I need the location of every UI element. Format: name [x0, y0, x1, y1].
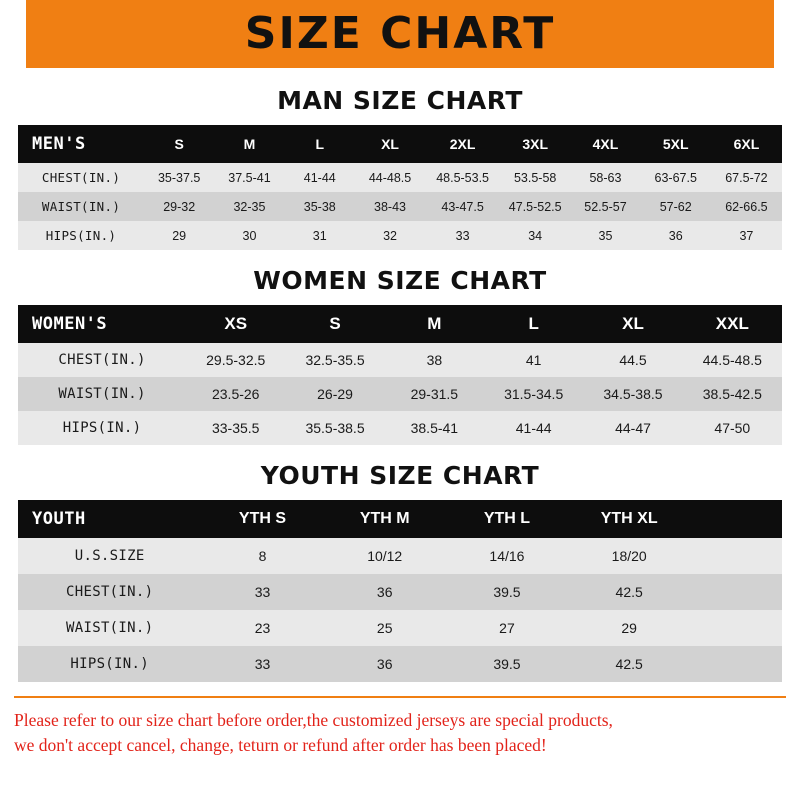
men-section [0, 86, 800, 250]
table-cell: 30 [242, 228, 257, 243]
table-cell: 33 [254, 656, 271, 672]
table-cell: 38 [426, 352, 443, 368]
table-cell: 29-31.5 [410, 386, 459, 402]
table-cell: 29.5-32.5 [206, 352, 266, 368]
table-cell: 33 [254, 584, 271, 600]
column-header: XL [381, 136, 399, 152]
column-header: L [528, 314, 539, 333]
women-size-table [18, 305, 782, 445]
header-banner [0, 0, 800, 68]
table-cell: 47-50 [714, 420, 751, 436]
table-cell: 29 [172, 228, 187, 243]
table-cell: 14/16 [489, 548, 525, 564]
table-cell: 31.5-34.5 [504, 386, 564, 402]
table-cell: 41 [525, 352, 542, 368]
row-label: CHEST(IN.) [41, 170, 121, 185]
table-cell: 37.5-41 [228, 170, 271, 185]
table-row [18, 221, 782, 250]
youth-size-table [18, 500, 782, 682]
column-header: L [315, 136, 325, 152]
table-cell: 63-67.5 [654, 170, 697, 185]
table-cell: 41-44 [515, 420, 552, 436]
table-cell: 18/20 [611, 548, 647, 564]
column-header: 6XL [733, 136, 760, 152]
table-cell: 58-63 [589, 170, 622, 185]
table-cell: 26-29 [317, 386, 353, 402]
table-cell: 36 [376, 584, 393, 600]
table-row [18, 192, 782, 221]
column-header: M [243, 136, 256, 152]
table-cell: 37 [739, 228, 754, 243]
column-header: 3XL [522, 136, 549, 152]
row-label: U.S.SIZE [74, 548, 145, 564]
table-cell: 23.5-26 [211, 386, 260, 402]
table-cell: 31 [312, 228, 327, 243]
table-cell: 52.5-57 [584, 199, 627, 214]
column-header: YTH XL [600, 510, 658, 527]
table-header-row [18, 500, 782, 538]
table-row [18, 343, 782, 377]
table-cell: 27 [499, 620, 515, 636]
table-cell: 38.5-42.5 [702, 386, 762, 402]
table-cell [690, 610, 782, 646]
table-cell: 38.5-41 [410, 420, 459, 436]
table-cell: 34 [528, 228, 543, 243]
column-header [690, 500, 782, 538]
table-cell: 32 [383, 228, 397, 243]
table-cell: 47.5-52.5 [508, 199, 562, 214]
table-cell: 36 [376, 656, 393, 672]
column-header: YTH M [359, 510, 410, 527]
table-row [18, 646, 782, 682]
column-header: YTH S [238, 510, 287, 527]
table-header-row [18, 305, 782, 343]
men-size-table [18, 125, 782, 250]
table-cell: 42.5 [615, 656, 643, 672]
table-cell: 42.5 [615, 584, 643, 600]
column-header: MEN'S [32, 134, 86, 154]
row-label: CHEST(IN.) [66, 584, 154, 600]
table-row [18, 377, 782, 411]
youth-section-title: YOUTH SIZE CHART [260, 461, 540, 490]
row-label: CHEST(IN.) [58, 352, 146, 368]
table-row [18, 574, 782, 610]
footer-note-line-1: Please refer to our size chart before order,the customized jerseys are special products, [14, 710, 613, 730]
table-cell: 34.5-38.5 [603, 386, 663, 402]
table-cell: 29-32 [163, 199, 196, 214]
table-row [18, 538, 782, 574]
table-cell: 67.5-72 [725, 170, 768, 185]
table-cell [690, 538, 782, 574]
row-label: WAIST(IN.) [66, 620, 154, 636]
table-cell: 44-48.5 [368, 170, 412, 185]
table-cell: 36 [668, 228, 683, 243]
table-cell [690, 646, 782, 682]
column-header: M [427, 314, 442, 333]
table-cell: 35.5-38.5 [305, 420, 365, 436]
table-cell: 57-62 [659, 199, 692, 214]
footer-note [14, 696, 786, 759]
table-cell: 32.5-35.5 [305, 352, 365, 368]
table-row [18, 163, 782, 192]
table-cell: 35 [598, 228, 613, 243]
table-cell: 44.5 [619, 352, 647, 368]
row-label: HIPS(IN.) [45, 228, 117, 243]
column-header: WOMEN'S [32, 314, 108, 334]
table-cell: 48.5-53.5 [436, 170, 490, 185]
table-cell: 8 [258, 548, 267, 564]
column-header: 5XL [662, 136, 689, 152]
column-header: XXL [715, 314, 749, 333]
table-cell: 10/12 [367, 548, 403, 564]
table-cell: 33-35.5 [211, 420, 260, 436]
table-cell: 44.5-48.5 [702, 352, 762, 368]
footer-note-line-2: we don't accept cancel, change, teturn or refund after order has been placed! [14, 735, 547, 756]
banner-notch-right [774, 0, 800, 68]
women-section-title: WOMEN SIZE CHART [253, 266, 547, 295]
youth-section [0, 461, 800, 682]
table-cell: 35-37.5 [157, 170, 201, 185]
banner-notch-left [0, 0, 26, 68]
table-cell: 39.5 [493, 656, 521, 672]
women-section [0, 266, 800, 445]
column-header: S [329, 314, 341, 333]
table-cell: 62-66.5 [725, 199, 768, 214]
column-header: 4XL [592, 136, 619, 152]
table-cell: 41-44 [303, 170, 336, 185]
column-header: S [174, 136, 184, 152]
page-title: SIZE CHART [244, 8, 556, 59]
table-row [18, 610, 782, 646]
column-header: YOUTH [32, 509, 86, 529]
table-cell: 33 [455, 228, 470, 243]
row-label: HIPS(IN.) [62, 420, 142, 436]
table-cell: 44-47 [615, 420, 651, 436]
column-header: YTH L [483, 510, 531, 527]
table-cell: 38-43 [374, 199, 407, 214]
row-label: WAIST(IN.) [41, 199, 121, 214]
table-cell: 23 [254, 620, 271, 636]
column-header: XL [622, 314, 644, 333]
table-cell: 35-38 [303, 199, 336, 214]
table-cell: 32-35 [233, 199, 266, 214]
row-label: HIPS(IN.) [70, 656, 149, 672]
row-label: WAIST(IN.) [58, 386, 146, 402]
table-cell: 43-47.5 [441, 199, 484, 214]
men-section-title: MAN SIZE CHART [277, 86, 523, 115]
table-cell: 39.5 [493, 584, 521, 600]
table-header-row [18, 125, 782, 163]
table-row [18, 411, 782, 445]
table-cell [690, 574, 782, 610]
table-cell: 29 [621, 620, 637, 636]
column-header: XS [224, 314, 248, 333]
table-cell: 53.5-58 [513, 170, 557, 185]
column-header: 2XL [449, 136, 476, 152]
table-cell: 25 [376, 620, 393, 636]
